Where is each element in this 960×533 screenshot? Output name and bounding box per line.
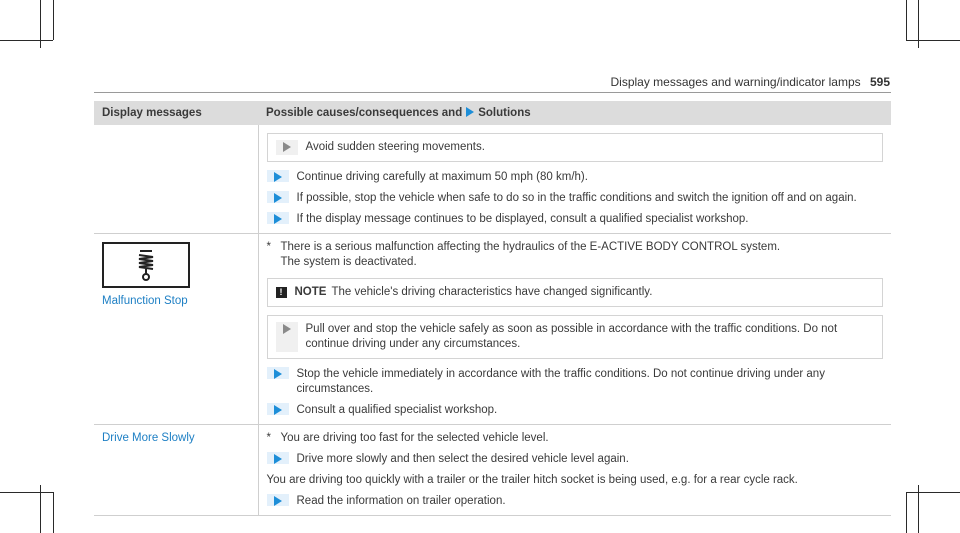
note-box: [267, 278, 884, 307]
message-cell: [94, 125, 258, 234]
table-header-row: [94, 101, 891, 125]
crop-mark: [53, 0, 54, 40]
header-rule: [94, 92, 891, 93]
crop-mark: [0, 40, 53, 41]
crop-mark: [906, 0, 907, 40]
step-marker: [276, 140, 298, 155]
crop-mark: [0, 492, 53, 493]
list-item: [267, 494, 884, 509]
note-head: [276, 285, 875, 300]
solution-cell: [258, 125, 891, 234]
step-marker: [276, 322, 298, 352]
section-title: Display messages and warning/indicator lamps: [610, 75, 861, 89]
cause-text: The system is deactivated.: [280, 256, 417, 268]
col-header-display-messages: Display messages: [94, 101, 258, 125]
table-row: [94, 425, 891, 516]
crop-mark: [906, 40, 960, 41]
list-item: [267, 403, 884, 418]
table-row: [94, 234, 891, 425]
cause-text: * There is a serious malfunction affecting the hydraulics of the E-ACTIVE BODY CONTROL system.: [266, 241, 781, 253]
cause-text: You are driving too quickly with a trailer or the trailer hitch socket is being used, e.g. for a rear cycle rack.: [266, 474, 798, 486]
suspension-malfunction-icon: [102, 242, 190, 288]
step-text: Read the information on trailer operation.: [296, 495, 506, 507]
boxed-step: [267, 315, 884, 359]
step-text: Avoid sudden steering movements.: [305, 141, 485, 153]
list-item: [267, 170, 884, 185]
play-triangle-icon: [274, 172, 282, 182]
list-item: [267, 191, 884, 206]
suspension-spring-icon: [135, 249, 157, 281]
message-cell: [94, 425, 258, 516]
step-text: If the display message continues to be displayed, consult a qualified specialist workshop.: [296, 213, 749, 225]
solution-cell: [258, 425, 891, 516]
play-triangle-icon: [274, 405, 282, 415]
running-head: [611, 75, 891, 89]
message-cell: [94, 234, 258, 425]
play-triangle-icon: [283, 324, 291, 334]
col-header-causes: Possible causes/consequences and: [266, 106, 463, 119]
display-messages-table: [94, 101, 891, 516]
table-row: [94, 125, 891, 234]
play-triangle-icon: [274, 369, 282, 379]
step-text: Pull over and stop the vehicle safely as soon as possible in accordance with the traffic conditions. Do not continue driving under any circumstances.: [305, 323, 838, 350]
play-triangle-icon: [283, 142, 291, 152]
step-text: Drive more slowly and then select the desired vehicle level again.: [296, 453, 629, 465]
boxed-step: [267, 133, 884, 162]
col-header-solutions: Solutions: [478, 106, 531, 119]
list-item: [267, 212, 884, 227]
note-label: NOTE: [294, 286, 327, 298]
message-label: Malfunction Stop: [102, 295, 188, 307]
solution-cell: [258, 234, 891, 425]
step-text: If possible, stop the vehicle when safe to do so in the traffic conditions and switch the ignition off and on again.: [296, 192, 857, 204]
page-number: 595: [869, 75, 890, 89]
col-header-causes-solutions: [258, 101, 891, 125]
warning-icon: !: [276, 287, 287, 298]
note-text: The vehicle's driving characteristics have changed significantly.: [331, 286, 653, 298]
play-triangle-icon: [466, 107, 474, 117]
play-triangle-icon: [274, 454, 282, 464]
play-triangle-icon: [274, 496, 282, 506]
message-label: Drive More Slowly: [102, 432, 195, 444]
step-text: Stop the vehicle immediately in accordance with the traffic conditions. Do not continue driving under any circumstances.: [296, 368, 825, 395]
list-item: [267, 452, 884, 467]
list-item: [267, 367, 884, 397]
crop-mark: [53, 492, 54, 533]
cause-text: * You are driving too fast for the selected vehicle level.: [266, 432, 549, 444]
play-triangle-icon: [274, 193, 282, 203]
crop-mark: [906, 492, 907, 533]
play-triangle-icon: [274, 214, 282, 224]
step-text: Continue driving carefully at maximum 50 mph (80 km/h).: [296, 171, 588, 183]
crop-mark: [906, 492, 960, 493]
step-text: Consult a qualified specialist workshop.: [296, 404, 498, 416]
